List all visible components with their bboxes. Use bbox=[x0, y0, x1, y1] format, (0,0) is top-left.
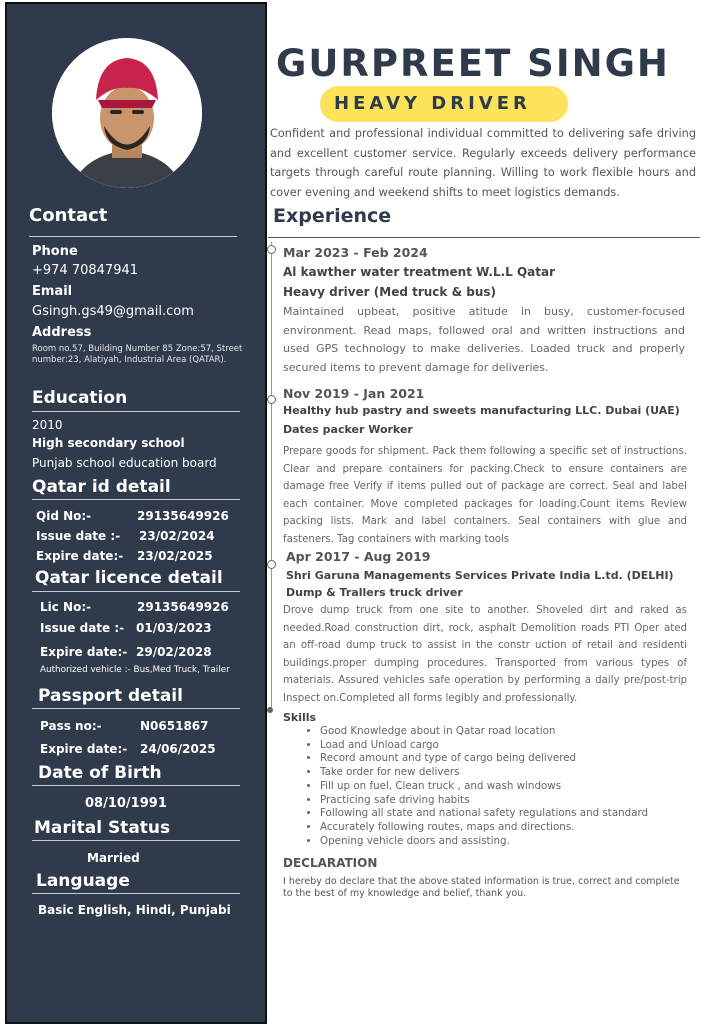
education-school: High secondary school bbox=[32, 436, 185, 450]
skill-item: • Take order for new delivers bbox=[320, 766, 648, 780]
experience-title: Experience bbox=[273, 205, 392, 227]
skill-item: • Practicing safe driving habits bbox=[320, 794, 648, 808]
job-description: Drove dump truck from one site to another. Shoveled dirt and raked as needed.Road construction dirt, rock, asphalt Demolition roads PTI Oper ated an off-road dump truck to assist in the constr uction of retail and residenti buildings.proper dumping procedures. Transported from various types of materials. Assured vehicles safe operation by performing a daily pre/post-trip Inspect on.Completed all forms legibly and professionally. bbox=[283, 605, 687, 704]
job-role: Dump & Trallers truck driver bbox=[286, 586, 463, 599]
timeline-dot bbox=[267, 560, 276, 569]
qid-issue-value: 23/02/2024 bbox=[139, 529, 215, 543]
authorized-vehicle: Authorized vehicle :- Bus,Med Truck, Trailer bbox=[40, 665, 230, 675]
resume-role: HEAVY DRIVER bbox=[334, 93, 531, 114]
job-dates: Apr 2017 - Aug 2019 bbox=[286, 549, 431, 564]
profile-summary: Confident and professional individual committed to delivering safe driving and excellent customer service. Regularly exceeds delivery performance targets through careful route planning. Willing to work flexible hours and cover evening and weekend shifts to meet logistics demands. bbox=[270, 127, 696, 199]
passport-expire-label: Expire date:- bbox=[40, 742, 128, 756]
marital-title: Marital Status bbox=[34, 818, 171, 838]
job-dates: Nov 2019 - Jan 2021 bbox=[283, 386, 425, 401]
education-board: Punjab school education board bbox=[32, 456, 217, 470]
sidebar bbox=[5, 2, 267, 1024]
qid-expire-label: Expire date:- bbox=[36, 549, 124, 563]
job-description: Maintained upbeat, positive atitude in busy, customer-focused environment. Read maps, followed oral and written instructions and used GPS technology to make deliveries. Loaded truck and properly secured items to prevent damage for deliveries. bbox=[283, 305, 685, 374]
qid-label: Qid No:- bbox=[36, 509, 92, 523]
qid-value: 29135649926 bbox=[137, 509, 229, 523]
skill-item: • Load and Unload cargo bbox=[320, 739, 648, 753]
skill-item: • Record amount and type of cargo being delivered bbox=[320, 752, 648, 766]
skill-item: • Fill up on fuel, Clean truck , and wash windows bbox=[320, 780, 648, 794]
resume-name: GURPREET SINGH bbox=[276, 42, 670, 85]
lic-label: Lic No:- bbox=[40, 600, 92, 614]
language-value: Basic English, Hindi, Punjabi bbox=[38, 903, 231, 917]
education-title: Education bbox=[32, 388, 128, 408]
passport-divider bbox=[32, 708, 240, 709]
job-description: Prepare goods for shipment. Pack them following a specific set of instructions. Clear and prepare containers for packing.Check to ensure containers are damage free Verify if items pulled out of package are correct. Seal and label each container. Move completed packages for loading.Count items Review packing lists. Mark and label containers. Seal containers with glue and fasteners. Tag containers with marking tools bbox=[283, 446, 687, 545]
education-divider bbox=[32, 411, 240, 412]
qid-expire-value: 23/02/2025 bbox=[137, 549, 213, 563]
timeline-end-dot bbox=[267, 707, 273, 713]
job-company: Shri Garuna Managements Services Private India L.td. (DELHI) bbox=[286, 569, 674, 582]
skill-item: • Accurately following routes, maps and directions. bbox=[320, 821, 648, 835]
email-label: Email bbox=[32, 284, 73, 299]
job-dates: Mar 2023 - Feb 2024 bbox=[283, 245, 428, 260]
declaration-title: DECLARATION bbox=[283, 856, 378, 870]
avatar bbox=[52, 38, 202, 188]
skill-item: • Following all state and national safety regulations and standard bbox=[320, 807, 648, 821]
passport-title: Passport detail bbox=[38, 686, 183, 706]
lic-issue-value: 01/03/2023 bbox=[136, 621, 212, 635]
dob-divider bbox=[32, 785, 240, 786]
lic-issue-label: Issue date :- bbox=[40, 621, 125, 635]
lic-expire-label: Expire date:- bbox=[40, 645, 128, 659]
job-role: Dates packer Worker bbox=[283, 423, 413, 436]
licence-divider bbox=[32, 591, 240, 592]
qatar-id-divider bbox=[32, 499, 240, 500]
experience-timeline bbox=[271, 242, 272, 712]
skills-list bbox=[306, 725, 648, 848]
phone-label: Phone bbox=[32, 244, 78, 259]
dob-title: Date of Birth bbox=[38, 763, 162, 783]
lic-expire-value: 29/02/2028 bbox=[136, 645, 212, 659]
profile-photo bbox=[52, 38, 202, 188]
address-value: Room no.57, Building Number 85 Zone:57, Street number:23, Alatiyah, Industrial Area (QATAR). bbox=[32, 344, 243, 365]
skills-title: Skills bbox=[283, 711, 317, 724]
job-company: Al kawther water treatment W.L.L Qatar bbox=[283, 265, 556, 279]
address-label: Address bbox=[32, 325, 92, 340]
job-role: Heavy driver (Med truck & bus) bbox=[283, 285, 496, 299]
passport-label: Pass no:- bbox=[40, 719, 102, 733]
qatar-id-title: Qatar id detail bbox=[32, 477, 171, 497]
marital-divider bbox=[32, 840, 240, 841]
passport-value: N0651867 bbox=[140, 719, 209, 733]
experience-divider bbox=[268, 237, 700, 238]
email-value: Gsingh.gs49@gmail.com bbox=[32, 304, 194, 319]
licence-title: Qatar licence detail bbox=[35, 568, 223, 588]
education-year: 2010 bbox=[32, 418, 63, 432]
skill-item: • Opening vehicle doors and assisting. bbox=[320, 835, 648, 849]
qid-issue-label: Issue date :- bbox=[36, 529, 121, 543]
contact-divider bbox=[29, 236, 237, 237]
job-company: Healthy hub pastry and sweets manufacturing LLC. Dubai (UAE) bbox=[283, 404, 680, 417]
lic-value: 29135649926 bbox=[137, 600, 229, 614]
timeline-dot bbox=[267, 245, 276, 254]
passport-expire-value: 24/06/2025 bbox=[140, 742, 216, 756]
language-title: Language bbox=[36, 871, 130, 891]
phone-value: +974 70847941 bbox=[32, 263, 139, 278]
timeline-dot bbox=[267, 395, 276, 404]
language-divider bbox=[32, 893, 240, 894]
dob-value: 08/10/1991 bbox=[85, 796, 167, 811]
skill-item: • Good Knowledge about in Qatar road location bbox=[320, 725, 648, 739]
contact-title: Contact bbox=[29, 205, 108, 226]
declaration-text: I hereby do declare that the above stated information is true, correct and complete to the best of my knowledge and belief, thank you. bbox=[283, 876, 680, 899]
marital-value: Married bbox=[87, 851, 140, 865]
